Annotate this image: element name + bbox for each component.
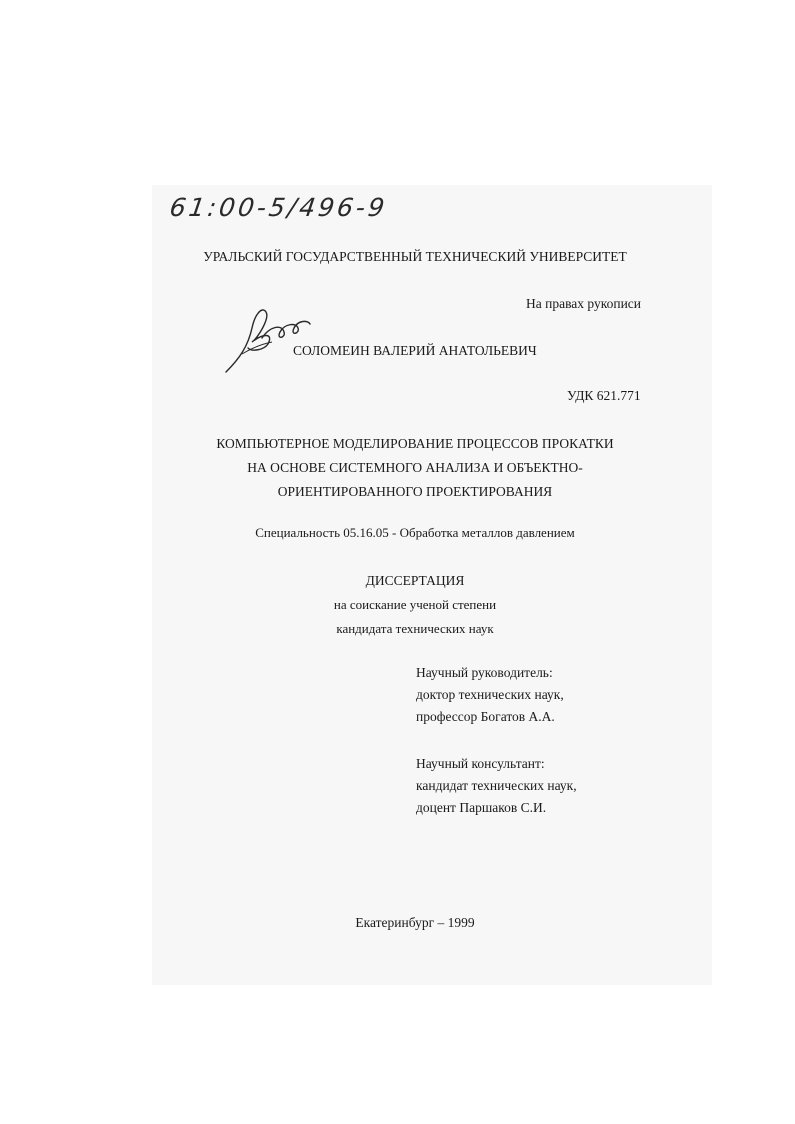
title-line: КОМПЬЮТЕРНОЕ МОДЕЛИРОВАНИЕ ПРОЦЕССОВ ПРОКАТКИ <box>216 436 614 451</box>
consultant-name: доцент Паршаков С.И. <box>416 800 547 815</box>
dissertation-title <box>150 432 680 504</box>
archive-code: 61:00-5/496-9 <box>167 193 390 222</box>
title-line: ОРИЕНТИРОВАННОГО ПРОЕКТИРОВАНИЯ <box>277 484 553 499</box>
place-year: Екатеринбург – 1999 <box>355 915 475 930</box>
supervisor-degree: доктор технических наук, <box>416 687 564 702</box>
dissertation-label: ДИССЕРТАЦИЯ <box>365 573 465 588</box>
title-line: НА ОСНОВЕ СИСТЕМНОГО АНАЛИЗА И ОБЪЕКТНО- <box>247 460 583 475</box>
consultant-block <box>416 753 577 819</box>
degree-line-1: на соискание ученой степени <box>333 597 497 612</box>
signature-mark <box>222 298 312 378</box>
consultant-role: Научный консультант: <box>416 756 545 771</box>
author-name: СОЛОМЕИН ВАЛЕРИЙ АНАТОЛЬЕВИЧ <box>293 343 537 358</box>
specialty: Специальность 05.16.05 - Обработка металлов давлением <box>255 525 575 540</box>
supervisor-role: Научный руководитель: <box>416 665 553 680</box>
dissertation-block <box>250 569 580 641</box>
university-name: УРАЛЬСКИЙ ГОСУДАРСТВЕННЫЙ ТЕХНИЧЕСКИЙ УНИВЕРСИТЕТ <box>203 249 627 264</box>
rights-note: На правах рукописи <box>526 296 642 311</box>
supervisor-block <box>416 662 564 728</box>
degree-line-2: кандидата технических наук <box>336 621 494 636</box>
supervisor-name: профессор Богатов А.А. <box>416 709 555 724</box>
udc-code: УДК 621.771 <box>567 388 641 403</box>
consultant-degree: кандидат технических наук, <box>416 778 577 793</box>
